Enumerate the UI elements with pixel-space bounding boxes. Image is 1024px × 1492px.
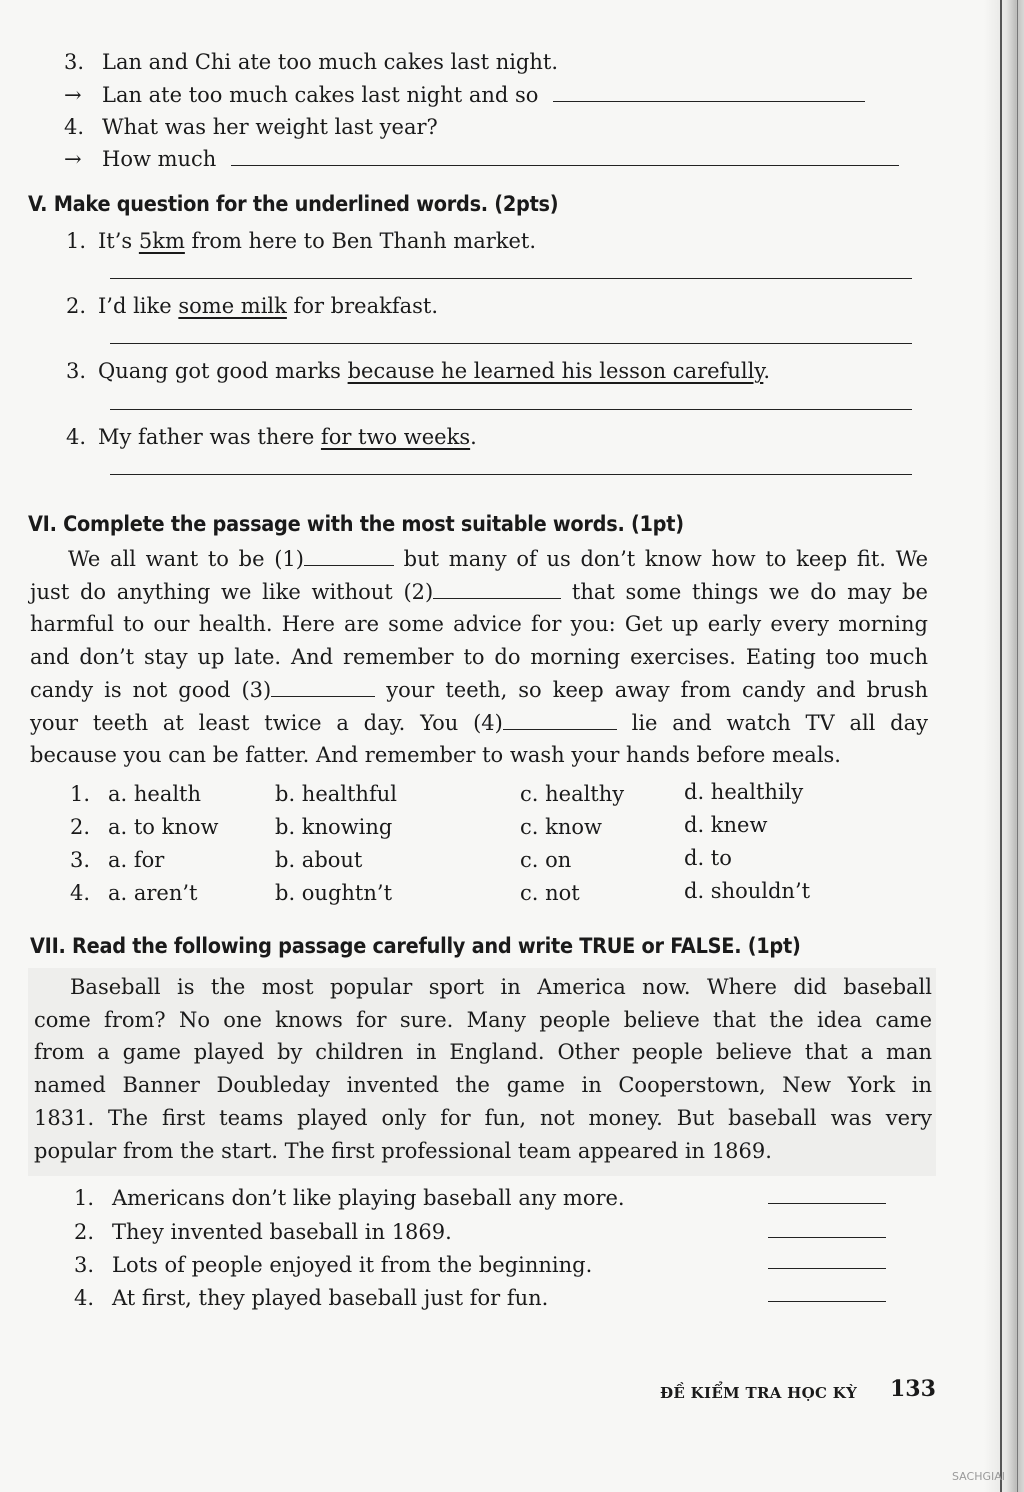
passage-line [30, 641, 928, 674]
option-number: 1. [70, 782, 91, 806]
iv-item-3-answer [64, 81, 865, 109]
answer-line[interactable] [110, 343, 912, 344]
item-number: 3. [74, 1253, 95, 1277]
item-text: Lan ate too much cakes last night and so [102, 83, 539, 107]
arrow-icon: → [64, 147, 82, 171]
passage-line: come from? No one knows for sure. Many people believe that the idea came [34, 1007, 932, 1032]
passage-text: that some things we do may be [561, 579, 928, 604]
statement-text: Lots of people enjoyed it from the beginning. [112, 1253, 593, 1277]
item-number: 2. [74, 1220, 95, 1244]
passage-line: popular from the start. The first professional team appeared in 1869. [34, 1138, 772, 1163]
section-vii-heading: VII. Read the following passage carefully and write TRUE or FALSE. (1pt) [30, 934, 801, 958]
passage-text: candy is not good (3) [30, 677, 272, 702]
item-number: 4. [74, 1286, 95, 1310]
option-b[interactable]: b. oughtn’t [275, 881, 393, 905]
passage-line [30, 543, 928, 576]
running-footer-title: ĐỀ KIỂM TRA HỌC KỲ [660, 1384, 858, 1402]
option-c[interactable]: c. healthy [520, 782, 625, 806]
statement-text: They invented baseball in 1869. [112, 1220, 452, 1244]
option-b[interactable]: b. healthful [275, 782, 397, 806]
passage-line [30, 707, 928, 740]
option-number: 3. [70, 848, 91, 872]
section-vii-passage [34, 971, 932, 1167]
true-false-blank[interactable] [768, 1203, 886, 1204]
passage-line: named Banner Doubleday invented the game in Cooperstown, New York in [34, 1073, 932, 1098]
answer-line[interactable] [110, 474, 912, 475]
passage-line [30, 608, 928, 641]
option-a[interactable]: a. to know [108, 815, 219, 839]
passage-text: just do anything we like without (2) [30, 579, 434, 604]
answer-blank[interactable] [553, 83, 865, 102]
text-after: . [763, 359, 771, 383]
option-a[interactable]: a. for [108, 848, 165, 872]
underlined-words: for two weeks [320, 425, 471, 449]
option-d[interactable]: d. to [684, 846, 732, 870]
spine-edge-line-outer [1017, 0, 1018, 1492]
section-v-heading: V. Make question for the underlined words. (2pts) [28, 192, 559, 216]
passage-line: from a game played by children in England. Other people believe that a man [34, 1040, 932, 1065]
passage-line [30, 739, 928, 772]
statement-text: At first, they played baseball just for fun. [112, 1286, 549, 1310]
option-d[interactable]: d. shouldn’t [684, 879, 811, 903]
statement-text: Americans don’t like playing baseball any more. [112, 1186, 625, 1210]
item-number: 4. [64, 115, 85, 139]
passage-text: We all want to be (1) [68, 547, 304, 571]
gap-blank-4[interactable] [503, 711, 617, 730]
spine-edge-line [1000, 0, 1002, 1492]
passage-text: lie and watch TV all day [616, 710, 928, 735]
answer-line[interactable] [110, 409, 912, 410]
option-a[interactable]: a. aren’t [108, 881, 198, 905]
answer-blank[interactable] [231, 147, 899, 166]
item-text: How much [102, 147, 217, 171]
true-false-blank[interactable] [768, 1237, 886, 1238]
item-number: 4. [66, 425, 87, 449]
arrow-icon: → [64, 83, 82, 107]
page-number: 133 [890, 1376, 936, 1402]
item-number: 3. [66, 359, 87, 383]
passage-line [30, 674, 928, 707]
true-false-blank[interactable] [768, 1301, 886, 1302]
section-vi-heading: VI. Complete the passage with the most suitable words. (1pt) [28, 512, 684, 536]
v-question-3 [66, 357, 770, 385]
passage-text: your teeth at least twice a day. You (4) [30, 710, 503, 735]
v-question-2 [66, 292, 438, 320]
answer-line[interactable] [110, 278, 912, 279]
option-number: 2. [70, 815, 91, 839]
text-before: I’d like [98, 294, 179, 318]
gap-blank-2[interactable] [433, 580, 561, 599]
item-number: 1. [66, 229, 87, 253]
item-number: 3. [64, 50, 85, 74]
item-number: 1. [74, 1186, 95, 1210]
iv-item-3 [64, 48, 558, 76]
text-before: Quang got good marks [98, 359, 348, 383]
option-b[interactable]: b. about [275, 848, 363, 872]
book-spine-shadow [984, 0, 1024, 1492]
option-number: 4. [70, 881, 91, 905]
iv-item-4 [64, 113, 438, 141]
v-question-4 [66, 423, 477, 451]
text-after: from here to Ben Thanh market. [184, 229, 537, 253]
option-c[interactable]: c. know [520, 815, 602, 839]
tf-statement-4 [74, 1284, 548, 1312]
item-number: 2. [66, 294, 87, 318]
iv-item-4-answer [64, 145, 899, 173]
option-c[interactable]: c. not [520, 881, 580, 905]
gap-blank-3[interactable] [271, 678, 375, 697]
item-text: What was her weight last year? [102, 115, 438, 139]
text-before: It’s [98, 229, 139, 253]
passage-text: but many of us don’t know how to keep fit. We [393, 547, 928, 571]
passage-line: Baseball is the most popular sport in America now. Where did baseball [70, 975, 932, 999]
underlined-words: 5km [138, 229, 185, 253]
passage-line [30, 576, 928, 609]
section-vi-passage [30, 543, 928, 772]
gap-blank-1[interactable] [304, 547, 394, 566]
text-after: for breakfast. [286, 294, 439, 318]
true-false-blank[interactable] [768, 1268, 886, 1269]
text-after: . [470, 425, 477, 449]
option-c[interactable]: c. on [520, 848, 572, 872]
option-d[interactable]: d. healthily [684, 780, 804, 804]
passage-text: your teeth, so keep away from candy and brush [375, 677, 928, 702]
tf-statement-1 [74, 1184, 625, 1212]
underlined-words: some milk [178, 294, 287, 318]
passage-text: because you can be fatter. And remember to wash your hands before meals. [30, 743, 841, 768]
passage-text: and don’t stay up late. And remember to do morning exercises. Eating too much [30, 645, 928, 670]
option-a[interactable]: a. health [108, 782, 202, 806]
passage-line: 1831. The first teams played only for fun, not money. But baseball was very [34, 1105, 932, 1130]
item-text: Lan and Chi ate too much cakes last night. [102, 50, 559, 74]
underlined-words: because he learned his lesson carefully [347, 359, 764, 383]
watermark-logo: SACHGIAI [952, 1470, 1006, 1483]
tf-statement-2 [74, 1218, 452, 1246]
v-question-1 [66, 227, 536, 255]
option-b[interactable]: b. knowing [275, 815, 393, 839]
passage-text: harmful to our health. Here are some advice for you: Get up early every morning [30, 612, 928, 637]
text-before: My father was there [98, 425, 321, 449]
tf-statement-3 [74, 1251, 592, 1279]
option-d[interactable]: d. knew [684, 813, 768, 837]
